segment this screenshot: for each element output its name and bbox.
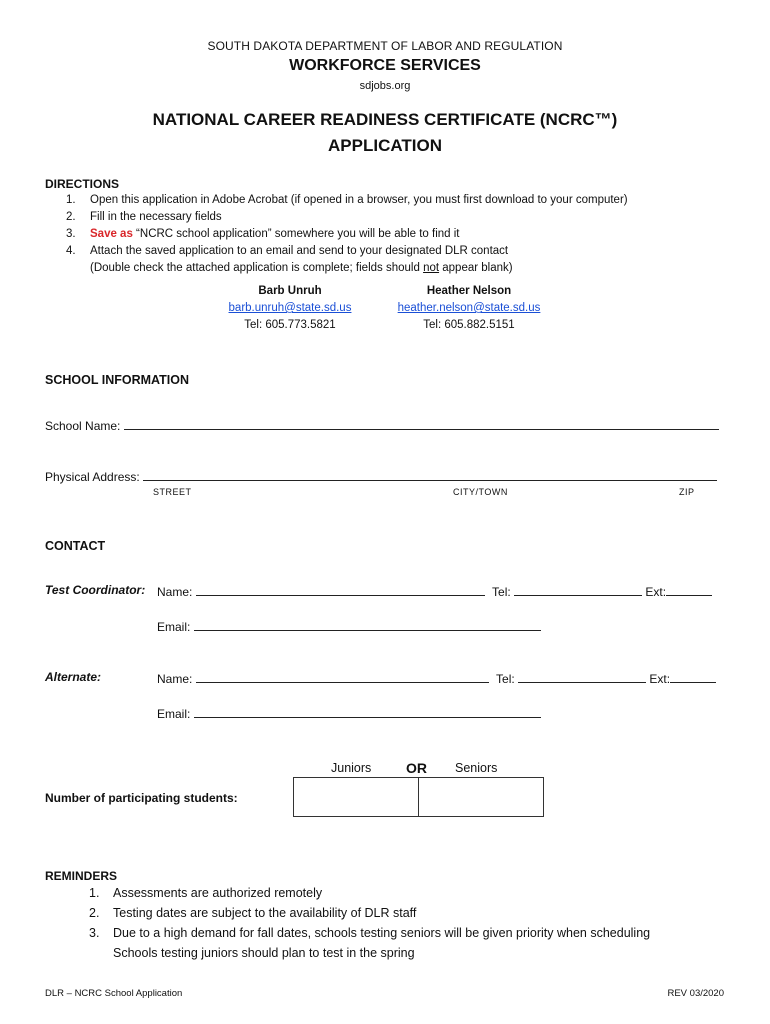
alternate-name-field[interactable] [196, 670, 489, 683]
tel-label: Tel: [496, 672, 515, 686]
list-number: 3. [66, 228, 76, 240]
contact-name: Heather Nelson [426, 285, 512, 297]
contact-name: Barb Unruh [258, 285, 322, 297]
ext-label: Ext: [645, 585, 667, 599]
juniors-label: Juniors [331, 761, 372, 775]
alternate-name-row [157, 670, 716, 686]
tel-label: Tel: [492, 585, 511, 599]
dlr-contact-card [369, 283, 569, 334]
alternate-label: Alternate: [45, 670, 102, 684]
juniors-count-field[interactable] [293, 777, 419, 817]
zip-caption: ZIP [679, 487, 695, 497]
school-name-label: School Name: [45, 419, 121, 433]
coordinator-name-field[interactable] [196, 583, 485, 596]
dlr-contact-card [190, 283, 390, 334]
school-name-field[interactable] [124, 417, 719, 430]
contact-phone: Tel: 605.882.5151 [423, 319, 515, 331]
reminders-list [89, 886, 749, 966]
coordinator-email-row [157, 618, 541, 634]
directions-item [66, 211, 746, 228]
note-text: (Double check the attached application is complete; fields should [90, 262, 424, 274]
or-label: OR [406, 760, 427, 776]
list-number: 1. [89, 886, 100, 900]
reminder-item [89, 906, 749, 926]
reminder-item [89, 926, 749, 946]
footer-left: DLR – NCRC School Application [45, 988, 183, 999]
email-label: Email: [157, 707, 191, 721]
reminder-text: Assessments are authorized remotely [113, 886, 323, 900]
alternate-email-row [157, 705, 541, 721]
note-emphasis: not [423, 262, 440, 274]
list-number: 4. [66, 245, 76, 257]
students-label: Number of participating students: [45, 791, 238, 805]
directions-item [66, 194, 746, 211]
directions-text: Fill in the necessary fields [90, 211, 222, 223]
save-as-highlight: Save as [90, 228, 133, 240]
list-number: 2. [66, 211, 76, 223]
note-text: appear blank) [439, 262, 513, 274]
seniors-label: Seniors [455, 761, 498, 775]
reminder-item [89, 886, 749, 906]
name-label: Name: [157, 672, 193, 686]
reminder-text: Due to a high demand for fall dates, schools testing seniors will be given priority when scheduling [113, 926, 651, 940]
coordinator-tel-field[interactable] [514, 583, 642, 596]
website: sdjobs.org [359, 80, 411, 92]
alternate-ext-field[interactable] [670, 670, 716, 683]
school-info-heading: SCHOOL INFORMATION [45, 373, 189, 387]
coordinator-name-row [157, 583, 712, 599]
agency-name: SOUTH DAKOTA DEPARTMENT OF LABOR AND REGULATION [207, 39, 563, 53]
directions-list [66, 194, 746, 279]
form-subtitle: APPLICATION [328, 136, 442, 155]
reminders-heading: REMINDERS [45, 869, 118, 883]
contact-phone: Tel: 605.773.5821 [244, 319, 336, 331]
division-name: WORKFORCE SERVICES [289, 57, 481, 74]
reminder-text: Schools testing juniors should plan to test in the spring [113, 946, 415, 960]
address-row [45, 468, 717, 484]
list-number: 1. [66, 194, 76, 206]
directions-item [66, 245, 746, 262]
alternate-email-field[interactable] [194, 705, 541, 718]
test-coordinator-label: Test Coordinator: [45, 583, 146, 597]
school-name-row [45, 417, 719, 433]
contact-heading: CONTACT [45, 539, 106, 553]
reminder-text: Testing dates are subject to the availability of DLR staff [113, 906, 417, 920]
directions-heading: DIRECTIONS [45, 177, 120, 191]
street-caption: STREET [153, 487, 192, 497]
reminder-item-continued [89, 946, 749, 966]
footer-revision: REV 03/2020 [667, 988, 724, 999]
list-number: 3. [89, 926, 100, 940]
name-label: Name: [157, 585, 193, 599]
address-label: Physical Address: [45, 470, 140, 484]
directions-item [66, 228, 746, 245]
seniors-count-field[interactable] [418, 777, 544, 817]
form-title: NATIONAL CAREER READINESS CERTIFICATE (NCRC™) [152, 110, 618, 129]
coordinator-email-field[interactable] [194, 618, 541, 631]
contact-email-link[interactable]: heather.nelson@state.sd.us [397, 302, 541, 314]
directions-note [66, 262, 746, 279]
coordinator-ext-field[interactable] [666, 583, 712, 596]
address-field[interactable] [143, 468, 717, 481]
contact-email-link[interactable]: barb.unruh@state.sd.us [228, 302, 352, 314]
list-number: 2. [89, 906, 100, 920]
ext-label: Ext: [649, 672, 671, 686]
alternate-tel-field[interactable] [518, 670, 646, 683]
directions-text: Attach the saved application to an email and send to your designated DLR contact [90, 245, 509, 257]
email-label: Email: [157, 620, 191, 634]
city-caption: CITY/TOWN [453, 487, 508, 497]
directions-text: “NCRC school application” somewhere you will be able to find it [132, 228, 460, 240]
directions-text: Open this application in Adobe Acrobat (if opened in a browser, you must first download to your computer) [90, 194, 628, 206]
